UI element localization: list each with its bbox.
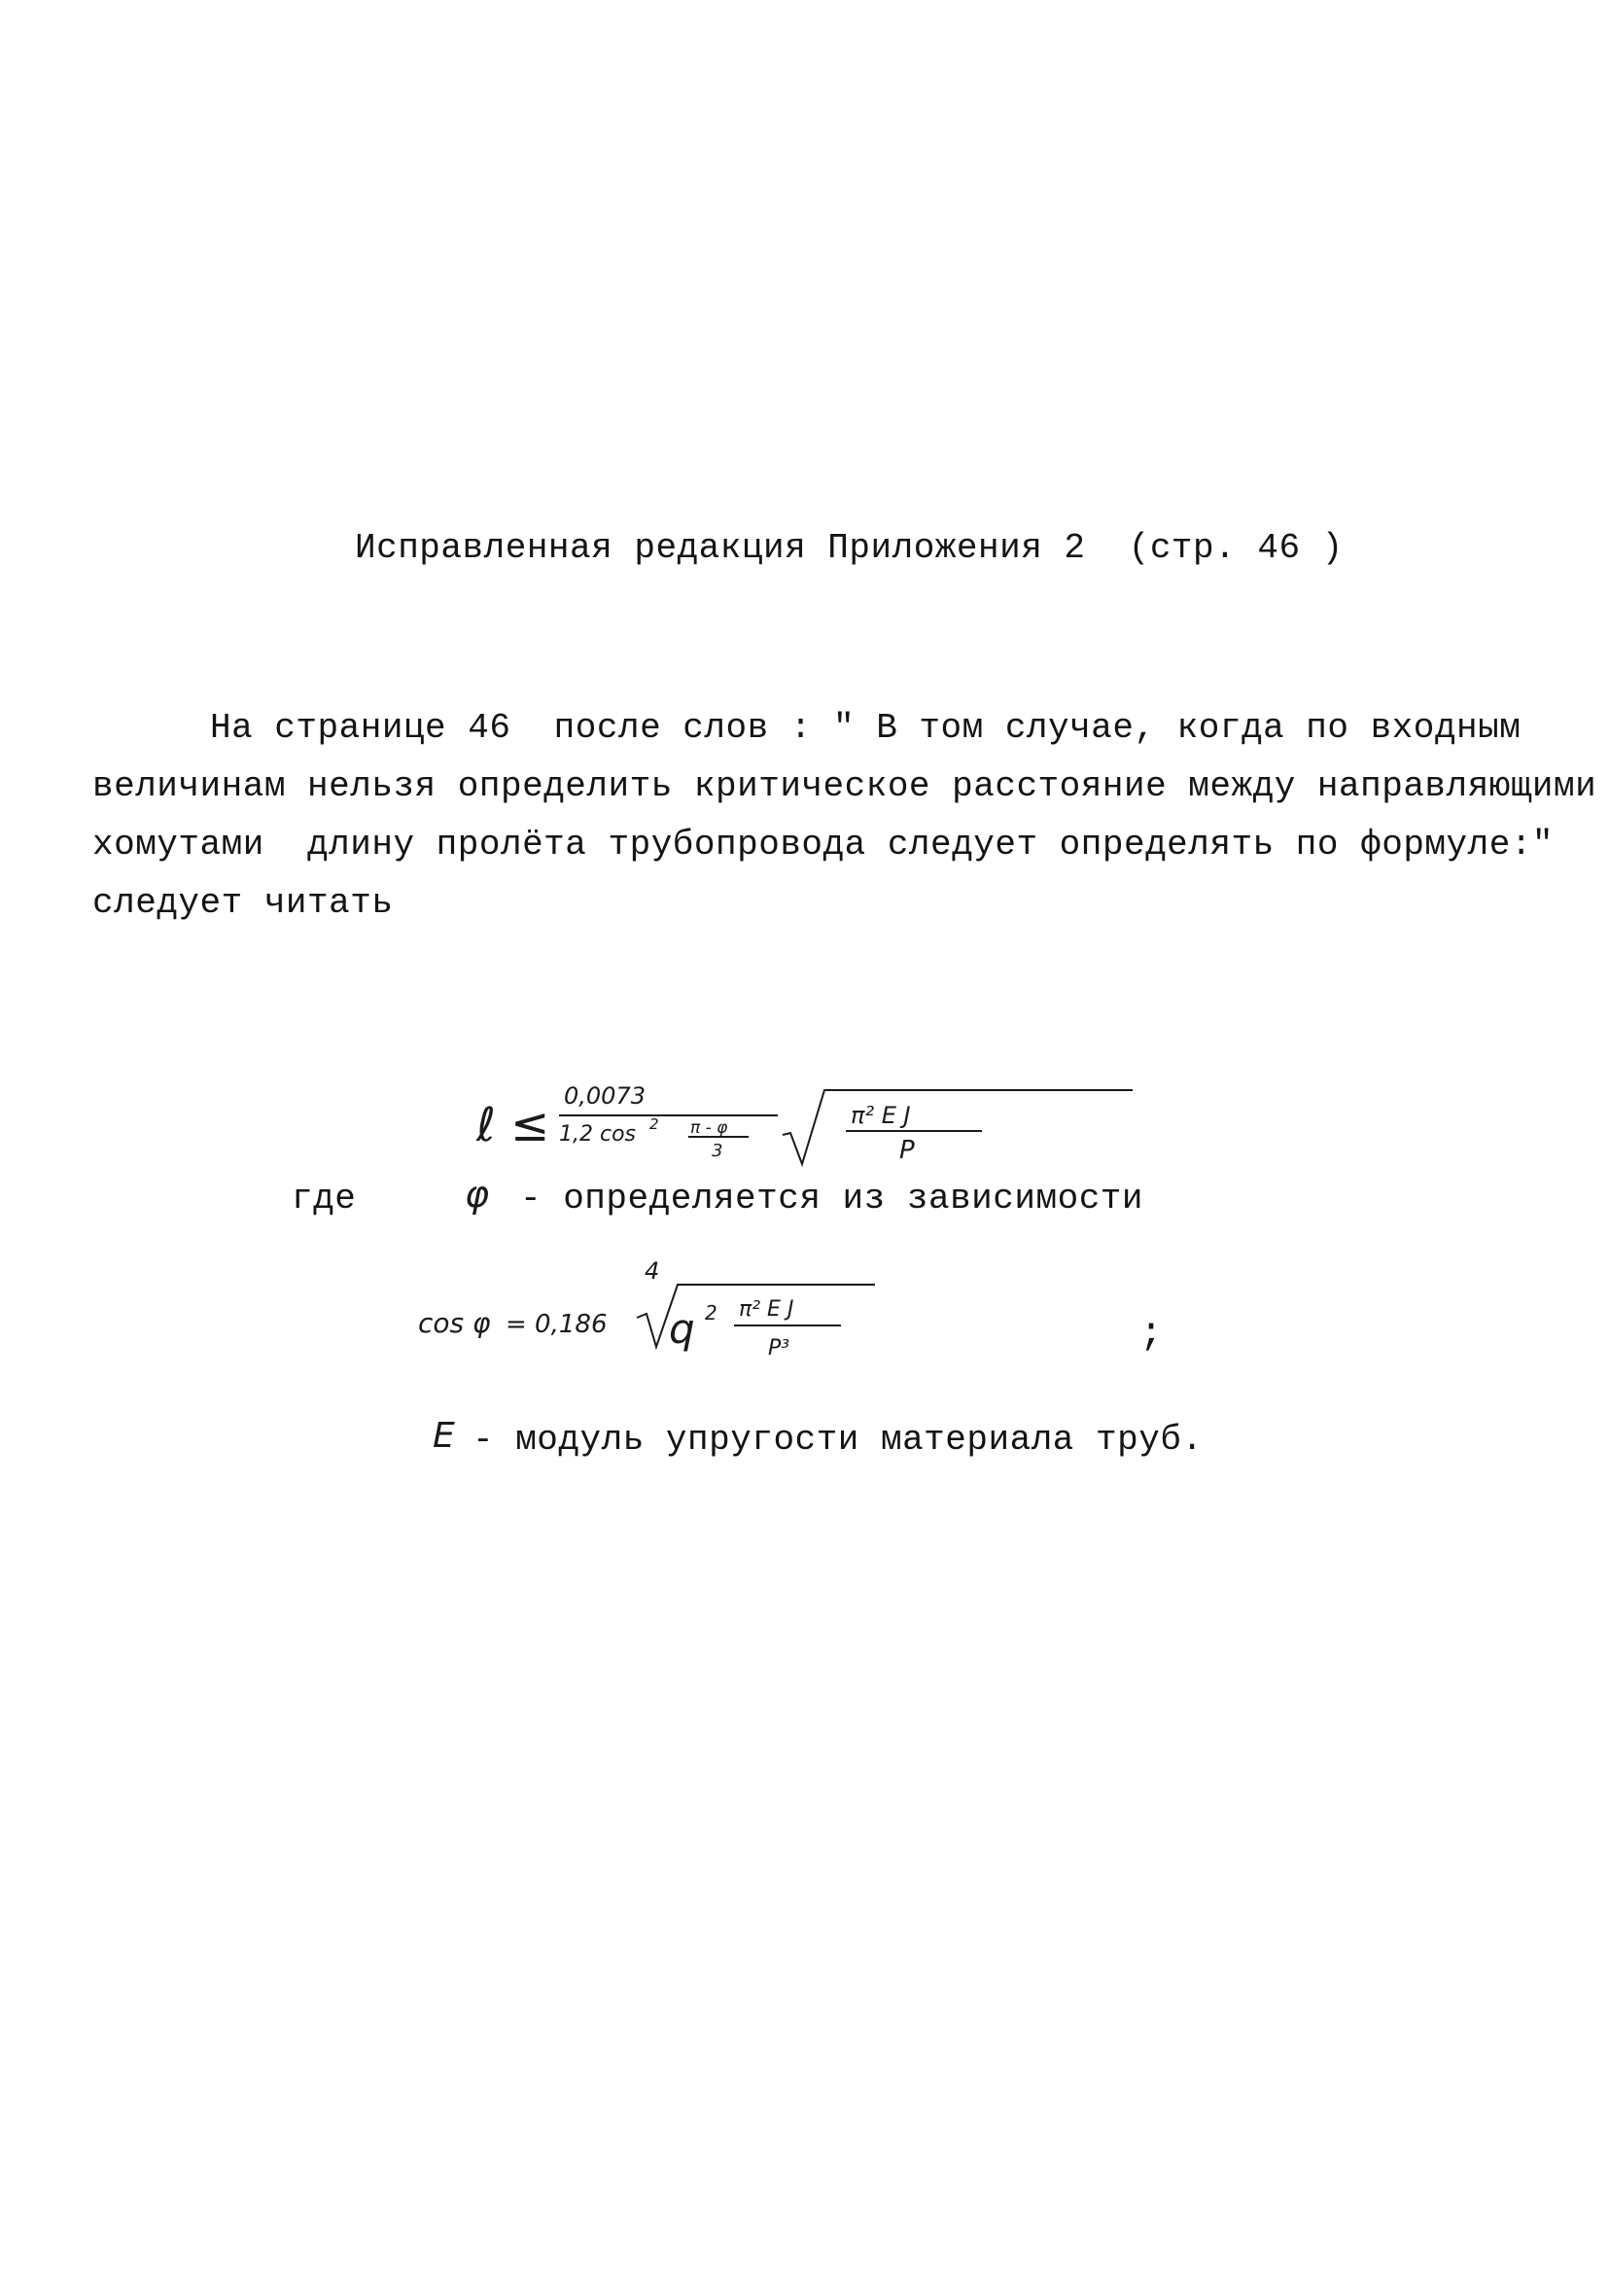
formula1-arg-den: 3 xyxy=(712,1141,723,1161)
formula2-lhs: cos φ xyxy=(418,1307,491,1339)
e-description: - модуль упругости материала труб. xyxy=(472,1420,1204,1460)
formula2-frac-num: π² E J xyxy=(739,1297,794,1322)
formula2-q: q xyxy=(669,1305,695,1353)
paragraph-line-2: величинам нельзя определить критическое расстояние между направляющими xyxy=(92,766,1597,806)
formula2-root-index: 4 xyxy=(645,1257,660,1285)
semicolon: ; xyxy=(1139,1313,1164,1357)
e-symbol: E xyxy=(433,1416,455,1456)
formula1-sqrt-sign xyxy=(783,1090,1133,1164)
formula1-root-denominator: P xyxy=(899,1136,915,1165)
phi-symbol: φ xyxy=(465,1173,490,1216)
formula2-frac-den: P³ xyxy=(768,1336,790,1360)
paragraph-line-4: следует читать xyxy=(92,883,394,923)
phi-description: - определяется из зависимости xyxy=(520,1179,1144,1219)
formula1-arg-num: π - φ xyxy=(690,1118,728,1138)
paragraph-line-3: хомутами длину пролёта трубопровода следует определять по формуле:" xyxy=(92,825,1555,865)
formula2-coefficient: = 0,186 xyxy=(506,1310,608,1339)
formula1-den-coef: 1,2 cos xyxy=(559,1122,636,1147)
formula1-numerator: 0,0073 xyxy=(564,1082,646,1110)
formula1-lhs: ℓ ≤ xyxy=(476,1098,550,1152)
formula1-root-numerator: π² E J xyxy=(851,1102,911,1129)
formula-cos-phi xyxy=(413,1250,899,1376)
document-title: Исправленная редакция Приложения 2 (стр. 46 ) xyxy=(355,528,1344,568)
paragraph-line-1: На странице 46 после слов : " В том случае, когда по входным xyxy=(210,708,1522,748)
where-label: где xyxy=(292,1179,357,1219)
formula1-den-pow: 2 xyxy=(649,1115,659,1133)
formula2-q-pow: 2 xyxy=(705,1301,717,1325)
formula-span-length xyxy=(467,1075,1147,1172)
